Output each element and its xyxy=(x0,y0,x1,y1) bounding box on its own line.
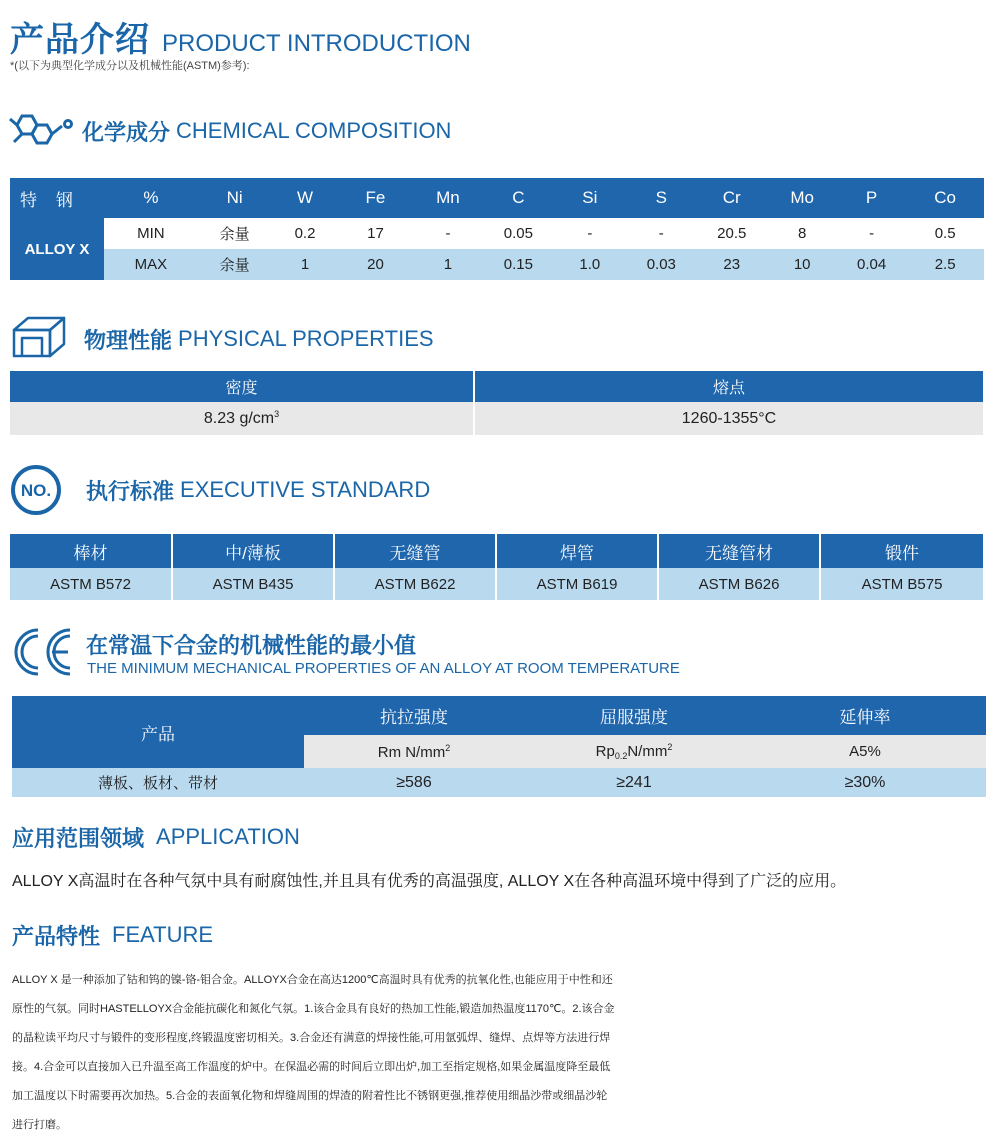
feature-title-en: FEATURE xyxy=(112,922,214,947)
feature-line: ALLOY X 是一种添加了钴和钨的镍-铬-钼合金。ALLOYX合金在高达1200℃高温时具有优秀的抗氧化性,也能应用于中性和还 xyxy=(12,974,613,986)
feature-line: 原性的气氛。同时HASTELLOYX合金能抗碳化和氮化气氛。1.该合金具有良好的热加工性能,锻造加热温度1170℃。2.该合金 xyxy=(12,1003,615,1015)
ce-mark-icon xyxy=(8,624,76,680)
chemical-cell: MIN xyxy=(137,225,165,242)
chemical-cell: 10 xyxy=(793,256,811,273)
tensile-value: ≥586 xyxy=(396,773,432,791)
standard-header-cell: 无缝管材 xyxy=(658,534,820,568)
chemical-cell: - xyxy=(587,225,593,242)
chemical-cell: 1 xyxy=(300,256,310,273)
yield-value: ≥241 xyxy=(616,773,652,791)
chemical-header-cell: Fe xyxy=(365,188,386,207)
physical-header-row xyxy=(10,371,984,402)
chemical-header-cell: Mn xyxy=(436,188,460,207)
chemical-cell: 23 xyxy=(723,256,741,273)
elongation-unit: A5% xyxy=(849,743,881,760)
chemical-header-cell: 特 钢 xyxy=(20,190,73,210)
physical-title-en: PHYSICAL PROPERTIES xyxy=(178,326,434,351)
chemical-header-row xyxy=(10,178,984,218)
standard-header-cell: 焊管 xyxy=(496,534,658,568)
mechanical-header-cell: 延伸率 xyxy=(744,696,986,735)
alloy-label: ALLOY X xyxy=(10,218,104,280)
application-text: ALLOY X高温时在各种气氛中具有耐腐蚀性,并且具有优秀的高温强度, ALLOY X在各种高温环境中得到了广泛的应用。 xyxy=(12,873,847,890)
mechanical-header-row xyxy=(12,696,986,735)
yield-unit xyxy=(524,735,744,768)
chemical-row-min xyxy=(10,218,984,249)
physical-header-melting: 熔点 xyxy=(474,371,984,402)
chemical-cell: - xyxy=(869,225,875,242)
application-title-cn: 应用范围领域 xyxy=(12,825,145,851)
yield-unit-sub: 0.2 xyxy=(614,751,628,761)
application-title-en: APPLICATION xyxy=(156,824,300,849)
chemical-header-cell: % xyxy=(143,188,159,207)
chemical-header-cell: W xyxy=(297,188,314,207)
chemical-cell: 1 xyxy=(443,256,453,273)
mechanical-value-row xyxy=(12,768,986,797)
standard-value-cell: ASTM B626 xyxy=(658,568,820,600)
density-value xyxy=(10,402,474,435)
mechanical-section-title-cn xyxy=(86,630,416,658)
standard-header-cell: 无缝管 xyxy=(334,534,496,568)
standard-value-cell: ASTM B575 xyxy=(820,568,984,600)
standard-table xyxy=(10,534,985,600)
density-sup: 3 xyxy=(274,409,280,419)
standard-header-cell: 锻件 xyxy=(820,534,984,568)
page-title-en: PRODUCT INTRODUCTION xyxy=(162,30,471,57)
physical-table xyxy=(10,371,985,435)
yield-unit-a: Rp xyxy=(595,743,615,760)
chemical-header-cell: P xyxy=(865,188,878,207)
feature-line: 的晶粒读平均尺寸与锻件的变形程度,终锻温度密切相关。3.合金还有满意的焊接性能,可用氩弧焊、缝焊、点焊等方法进行焊 xyxy=(12,1032,611,1044)
chemical-section-title xyxy=(82,116,451,146)
standard-section-title xyxy=(86,475,430,505)
standard-title-cn: 执行标准 xyxy=(86,478,175,504)
physical-value-row xyxy=(10,402,984,435)
page-title xyxy=(10,12,471,59)
physical-header-density: 密度 xyxy=(10,371,474,402)
chemical-header-cell: Cr xyxy=(722,188,741,207)
chemical-table xyxy=(10,178,984,280)
feature-title-cn: 产品特性 xyxy=(12,923,101,949)
no-badge-text: NO. xyxy=(20,481,52,500)
chemical-cell: 0.03 xyxy=(646,256,676,273)
yield-unit-b: N/mm xyxy=(627,743,668,760)
chemical-title-cn: 化学成分 xyxy=(82,119,171,145)
physical-section-title xyxy=(84,324,434,354)
chemical-cell: 0.5 xyxy=(934,225,956,242)
mechanical-title-en: THE MINIMUM MECHANICAL PROPERTIES OF AN ALLOY AT ROOM TEMPERATURE xyxy=(87,659,680,677)
chemical-cell: - xyxy=(658,225,664,242)
density-number: 8.23 g/cm xyxy=(203,410,275,427)
chemical-header-cell: C xyxy=(512,188,525,207)
tensile-unit xyxy=(304,735,524,768)
chemical-header-cell: Si xyxy=(582,188,598,207)
standard-header-cell: 棒材 xyxy=(10,534,172,568)
chemical-cell: 0.15 xyxy=(503,256,533,273)
chemical-cell: - xyxy=(445,225,451,242)
mechanical-table xyxy=(12,696,986,797)
tensile-unit-sup: 2 xyxy=(445,742,451,753)
standard-header-row xyxy=(10,534,984,568)
feature-line: 接。4.合金可以直接加入已升温至高工作温度的炉中。在保温必需的时间后立即出炉,加工至指定规格,如果金属温度降至最低 xyxy=(12,1061,611,1073)
standard-value-cell: ASTM B622 xyxy=(334,568,496,600)
chemical-cell: 17 xyxy=(367,225,384,242)
chemical-cell: 0.05 xyxy=(503,225,533,242)
feature-section-title xyxy=(12,920,213,950)
chemical-header-cell: Mo xyxy=(790,188,814,207)
chemical-title-en: CHEMICAL COMPOSITION xyxy=(176,118,452,143)
molecule-icon xyxy=(8,110,74,152)
reference-note: *(以下为典型化学成分以及机械性能(ASTM)参考): xyxy=(10,60,250,72)
application-section-title xyxy=(12,822,300,852)
mechanical-title-cn: 在常温下合金的机械性能的最小值 xyxy=(86,632,417,658)
chemical-cell: 8 xyxy=(798,225,807,242)
product-row-label: 薄板、板材、带材 xyxy=(97,775,218,792)
feature-text xyxy=(12,966,988,1140)
chemical-cell: 1.0 xyxy=(579,256,601,273)
chemical-cell: 0.04 xyxy=(857,256,887,273)
standard-value-row xyxy=(10,568,984,600)
standard-title-en: EXECUTIVE STANDARD xyxy=(180,477,431,502)
product-label: 产品 xyxy=(12,696,304,768)
mechanical-header-cell: 抗拉强度 xyxy=(304,696,524,735)
feature-line: 加工温度以下时需要再次加热。5.合金的表面氧化物和焊缝周围的焊渣的附着性比不锈钢更强,推荐使用细晶沙带或细晶沙轮 xyxy=(12,1090,608,1102)
chemical-cell: 0.2 xyxy=(294,225,316,242)
chemical-cell: 20.5 xyxy=(717,225,747,242)
mechanical-header-cell: 屈服强度 xyxy=(524,696,744,735)
standard-value-cell: ASTM B435 xyxy=(172,568,334,600)
chemical-cell: 20 xyxy=(367,256,384,273)
mechanical-section-title-en xyxy=(87,658,680,678)
elongation-value: ≥30% xyxy=(844,773,886,791)
melting-value: 1260-1355°C xyxy=(474,402,984,435)
feature-line: 进行打磨。 xyxy=(12,1119,67,1131)
page-title-cn: 产品介绍 xyxy=(10,21,150,59)
chemical-cell: 余量 xyxy=(219,257,250,274)
chemical-header-cell: Co xyxy=(934,188,957,207)
chemical-header-cell: Ni xyxy=(226,188,243,207)
physical-title-cn: 物理性能 xyxy=(84,327,173,353)
standard-value-cell: ASTM B572 xyxy=(10,568,172,600)
no-badge-icon xyxy=(10,464,62,516)
chemical-cell: MAX xyxy=(134,256,168,273)
profile-beam-icon xyxy=(10,312,66,358)
standard-header-cell: 中/薄板 xyxy=(172,534,334,568)
yield-unit-sup: 2 xyxy=(667,742,673,752)
tensile-unit-text: Rm N/mm xyxy=(377,743,446,761)
standard-value-cell: ASTM B619 xyxy=(496,568,658,600)
chemical-cell: 2.5 xyxy=(934,256,956,273)
chemical-row-max xyxy=(10,249,984,280)
chemical-cell: 余量 xyxy=(219,226,250,243)
chemical-header-cell: S xyxy=(655,188,667,207)
